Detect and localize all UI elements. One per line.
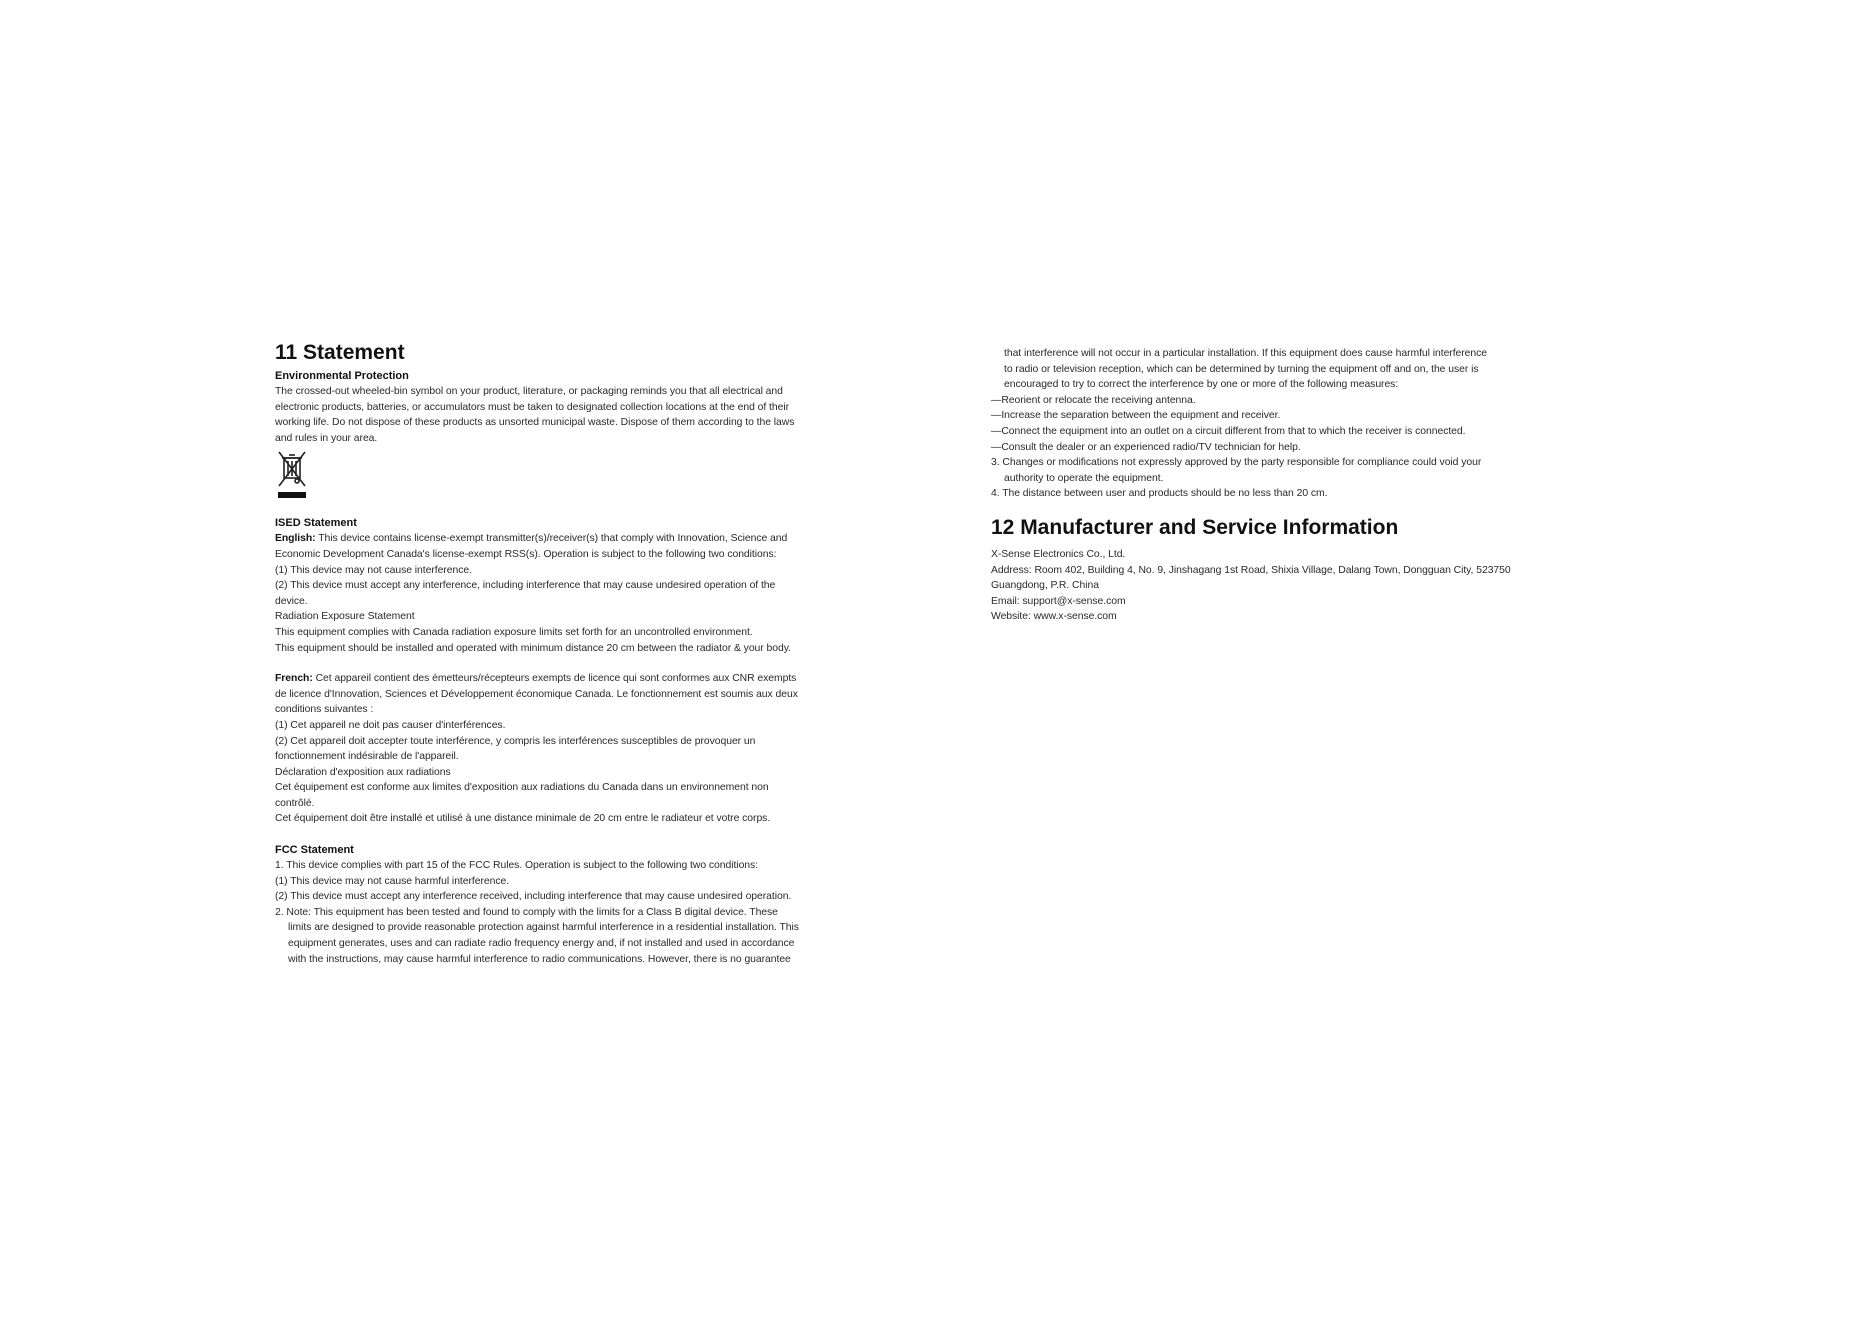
ised-french-line: Cet équipement est conforme aux limites d'exposition aux radiations du Canada dans un environnement non <box>275 782 769 794</box>
crossed-out-wheelie-bin-icon <box>275 450 309 500</box>
fcc-item-3: 3. Changes or modifications not expressly approved by the party responsible for compliance could void your <box>991 457 1482 469</box>
ised-english-line: (2) This device must accept any interference, including interference that may cause undesired operation of the <box>275 580 776 592</box>
fcc-continued-line: encouraged to try to correct the interference by one or more of the following measures: <box>1004 379 1399 391</box>
env-line: electronic products, batteries, or accumulators must be taken to designated collection locations at the end of their <box>275 401 790 413</box>
ised-english-line: Economic Development Canada's license-exempt RSS(s). Operation is subject to the following two conditions: <box>275 548 777 560</box>
fcc-item-3-continued: authority to operate the equipment. <box>1004 472 1164 484</box>
ised-french-line: (2) Cet appareil doit accepter toute interférence, y compris les interférences susceptibles de provoquer un <box>275 735 756 747</box>
ised-french-line: contrôlé. <box>275 797 315 809</box>
ised-french-line: de licence d'Innovation, Sciences et Développement économique Canada. Le fonctionnement est soumis aux deux <box>275 688 798 700</box>
french-label: French: <box>275 673 313 685</box>
env-line: working life. Do not dispose of these products as unsorted municipal waste. Dispose of them according to the laws <box>275 417 795 429</box>
fcc-line: (2) This device must accept any interference received, including interference that may cause undesired operation. <box>275 891 792 903</box>
company-name: X-Sense Electronics Co., Ltd. <box>991 548 1126 560</box>
section-title-statement: 11 Statement <box>275 341 405 364</box>
fcc-continued-line: that interference will not occur in a particular installation. If this equipment does cause harmful interference <box>1004 348 1488 359</box>
english-text: This device contains license-exempt transmitter(s)/receiver(s) that comply with Innovation, Science and <box>315 533 788 545</box>
ised-french-line: fonctionnement indésirable de l'appareil. <box>275 751 459 763</box>
fcc-line: 1. This device complies with part 15 of the FCC Rules. Operation is subject to the following two conditions: <box>275 860 759 872</box>
address-line: Guangdong, P.R. China <box>991 580 1099 592</box>
email-line: Email: support@x-sense.com <box>991 595 1126 607</box>
fcc-indented-line: with the instructions, may cause harmful interference to radio communications. However, there is no guarantee <box>288 953 791 965</box>
fcc-continued-line: to radio or television reception, which can be determined by turning the equipment off and on, the user is <box>1004 363 1479 375</box>
ised-heading: ISED Statement <box>275 517 357 530</box>
ised-english-line: This equipment should be installed and operated with minimum distance 20 cm between the radiator & your body. <box>275 642 791 654</box>
env-protection-heading: Environmental Protection <box>275 370 409 382</box>
env-line: and rules in your area. <box>275 432 378 444</box>
ised-english-line: device. <box>275 595 308 607</box>
ised-french-line: Cet équipement doit être installé et utilisé à une distance minimale de 20 cm entre le radiateur et votre corps. <box>275 813 771 825</box>
fcc-line: (1) This device may not cause harmful interference. <box>275 875 510 887</box>
fcc-measure-item: —Reorient or relocate the receiving antenna. <box>991 394 1196 406</box>
fcc-heading: FCC Statement <box>275 844 354 857</box>
ised-english-line: (1) This device may not cause interference. <box>275 564 472 576</box>
fcc-item-4: 4. The distance between user and products should be no less than 20 cm. <box>991 488 1328 500</box>
ised-english-line: This equipment complies with Canada radiation exposure limits set forth for an uncontrolled environment. <box>275 626 753 638</box>
ised-english-first-line <box>275 531 915 547</box>
fcc-measure-item: —Consult the dealer or an experienced radio/TV technician for help. <box>991 441 1301 453</box>
fcc-measure-item: —Connect the equipment into an outlet on a circuit different from that to which the receiver is connected. <box>991 425 1466 437</box>
ised-french-line: Déclaration d'exposition aux radiations <box>275 766 451 778</box>
ised-english-line: Radiation Exposure Statement <box>275 611 415 623</box>
fcc-measure-item: —Increase the separation between the equipment and receiver. <box>991 410 1281 422</box>
left-column <box>275 340 915 967</box>
right-column <box>991 346 1631 625</box>
ised-french-line: (1) Cet appareil ne doit pas causer d'interférences. <box>275 719 506 731</box>
section-title-manufacturer: 12 Manufacturer and Service Information <box>991 515 1399 539</box>
website-line: Website: www.x-sense.com <box>991 611 1117 623</box>
ised-french-line: conditions suivantes : <box>275 704 374 716</box>
ised-french-first-line <box>275 671 915 687</box>
address-line: Address: Room 402, Building 4, No. 9, Jinshagang 1st Road, Shixia Village, Dalang Town, Dongguan City, 523750 <box>991 564 1511 576</box>
english-label: English: <box>275 533 316 545</box>
fcc-indented-line: limits are designed to provide reasonable protection against harmful interference in a residential installation. This <box>288 922 799 934</box>
fcc-line: 2. Note: This equipment has been tested and found to comply with the limits for a Class B digital device. These <box>275 906 778 918</box>
french-text: Cet appareil contient des émetteurs/récepteurs exempts de licence qui sont conformes aux CNR exempts <box>312 673 797 685</box>
env-line: The crossed-out wheeled-bin symbol on your product, literature, or packaging reminds you that all electrical and <box>275 386 783 397</box>
fcc-indented-line: equipment generates, uses and can radiate radio frequency energy and, if not installed and used in accordance <box>288 938 795 950</box>
